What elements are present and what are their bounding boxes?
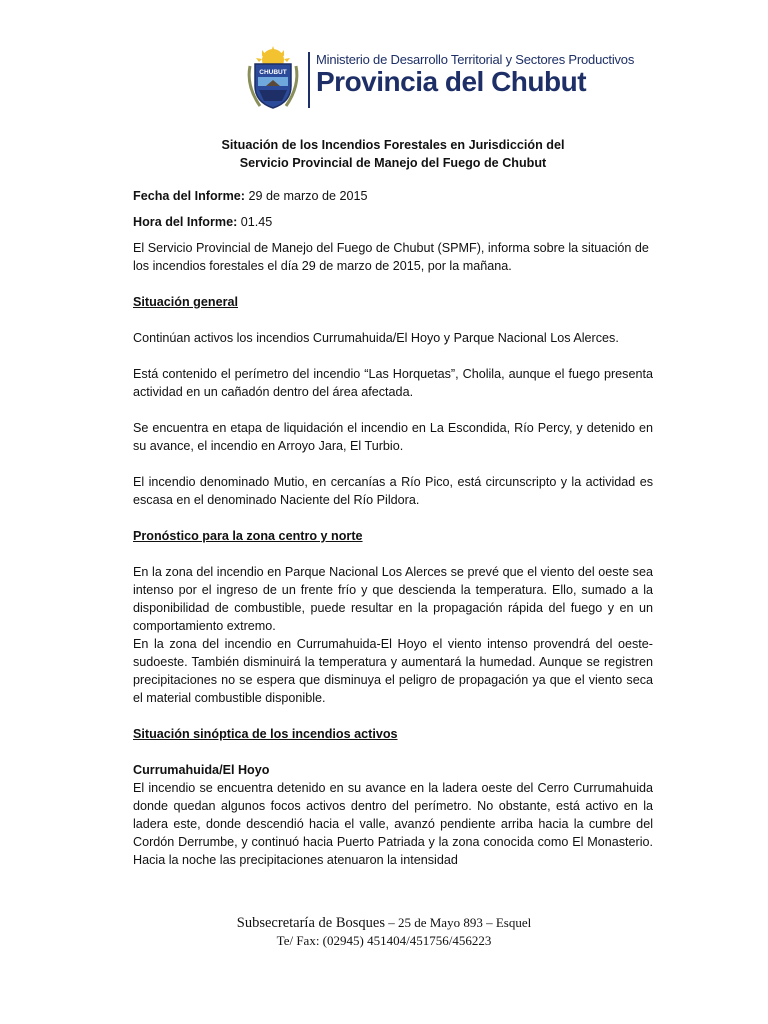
title-line-2: Servicio Provincial de Manejo del Fuego de Chubut — [239, 156, 547, 170]
report-date — [133, 187, 653, 205]
title-line-1: Situación de los Incendios Forestales en Jurisdicción del — [221, 138, 565, 152]
page-footer — [0, 914, 768, 950]
report-title — [133, 136, 653, 172]
section-heading-synoptic: Situación sinóptica de los incendios activos — [133, 727, 398, 741]
synoptic-paragraph: El incendio se encuentra detenido en su avance en la ladera oeste del Cerro Currumahuida donde quedan algunos focos activos dentro del perímetro. No obstante, está activo en la ladera este, donde descendió hacia el valle, avanzó pendiente arriba hacia la cumbre del Cordón Derrumbe, y continuó hacia Puerto Patriada y la zona conocida como El Monasterio. Hacia la noche las precipitaciones atenuaron la intensidad — [133, 781, 653, 867]
footer-phone: Te/ Fax: (02945) 451404/451756/456223 — [276, 933, 492, 948]
time-value: 01.45 — [240, 215, 273, 229]
fire-subheading: Currumahuida/El Hoyo — [133, 763, 270, 777]
report-body — [133, 136, 653, 869]
time-label: Hora del Informe: — [133, 215, 238, 229]
footer-org: Subsecretaría de Bosques — [236, 915, 385, 931]
footer-address-line — [0, 914, 768, 932]
section-heading-general: Situación general — [133, 295, 238, 309]
report-time — [133, 213, 653, 231]
province-name: Provincia del Chubut — [316, 66, 587, 97]
ministry-name: Ministerio de Desarrollo Territorial y Sectores Productivos — [316, 52, 635, 67]
general-paragraph: Está contenido el perímetro del incendio “Las Horquetas”, Cholila, aunque el fuego presenta actividad en un cañadón dentro del área afectada. — [133, 367, 653, 399]
general-paragraph: El incendio denominado Mutio, en cercanías a Río Pico, está circunscripto y la actividad es escasa en el denominado Naciente del Río Pildora. — [133, 475, 653, 507]
date-value: 29 de marzo de 2015 — [248, 189, 368, 203]
footer-address: – 25 de Mayo 893 – Esquel — [384, 915, 532, 930]
general-paragraph: Se encuentra en etapa de liquidación el incendio en La Escondida, Río Percy, y detenido en su avance, el incendio en Arroyo Jara, El Turbio. — [133, 421, 653, 453]
forecast-paragraph: En la zona del incendio en Currumahuida-El Hoyo el viento intenso provendrá del oeste-sudoeste. También disminuirá la temperatura y aumentará la humedad. Aunque se registren precipitaciones no se espera que disminuya el peligro de propagación ya que el viento seca el material combustible disponible. — [133, 637, 653, 705]
date-label: Fecha del Informe: — [133, 189, 245, 203]
letterhead — [244, 44, 635, 114]
svg-text:CHUBUT: CHUBUT — [259, 69, 287, 76]
intro-paragraph: El Servicio Provincial de Manejo del Fuego de Chubut (SPMF), informa sobre la situación de los incendios forestales el día 29 de marzo de 2015, por la mañana. — [133, 241, 649, 273]
chubut-seal-icon — [244, 46, 302, 112]
section-heading-forecast: Pronóstico para la zona centro y norte — [133, 529, 363, 543]
general-paragraph: Continúan activos los incendios Currumahuida/El Hoyo y Parque Nacional Los Alerces. — [133, 331, 619, 345]
header-divider — [308, 52, 310, 108]
forecast-paragraph: En la zona del incendio en Parque Nacional Los Alerces se prevé que el viento del oeste sea intenso por el ingreso de un frente frío y que descienda la temperatura. Ello, sumado a la disponibilidad de combustible, puede resultar en la propagación rápida del fuego y en un comportamiento extremo. — [133, 565, 653, 633]
